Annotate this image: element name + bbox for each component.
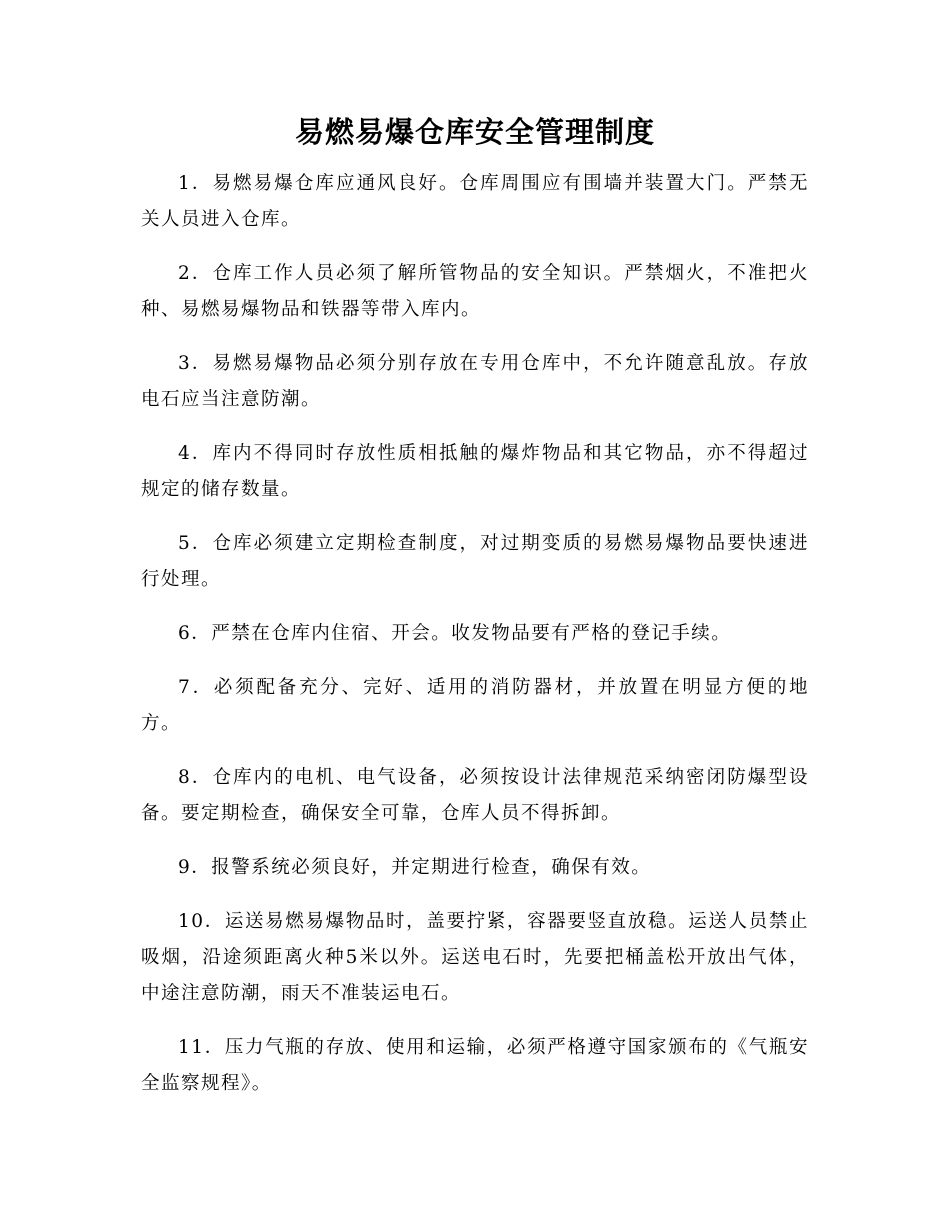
rule-paragraph-10: 10．运送易燃易爆物品时，盖要拧紧，容器要竖直放稳。运送人员禁止吸烟，沿途须距离火种5米以外。运送电石时，先要把桶盖松开放出气体，中途注意防潮，雨天不准装运电石。 [141,911,809,1004]
document-body [141,166,809,1120]
rule-paragraph-4: 4．库内不得同时存放性质相抵触的爆炸物品和其它物品，亦不得超过规定的储存数量。 [141,443,809,500]
rule-paragraph-7: 7．必须配备充分、完好、适用的消防器材，并放置在明显方便的地方。 [141,677,809,734]
rule-paragraph-3: 3．易燃易爆物品必须分别存放在专用仓库中，不允许随意乱放。存放电石应当注意防潮。 [141,353,809,410]
rule-paragraph-5: 5．仓库必须建立定期检查制度，对过期变质的易燃易爆物品要快速进行处理。 [141,533,809,590]
rule-paragraph-11: 11．压力气瓶的存放、使用和运输，必须严格遵守国家颁布的《气瓶安全监察规程》。 [141,1037,809,1094]
rule-paragraph-8: 8．仓库内的电机、电气设备，必须按设计法律规范采纳密闭防爆型设备。要定期检查，确保安全可靠，仓库人员不得拆卸。 [141,767,809,824]
rule-paragraph-6: 6．严禁在仓库内住宿、开会。收发物品要有严格的登记手续。 [178,623,732,644]
rule-paragraph-2: 2．仓库工作人员必须了解所管物品的安全知识。严禁烟火，不准把火种、易燃易爆物品和铁器等带入库内。 [141,263,809,320]
rule-paragraph-9: 9．报警系统必须良好，并定期进行检查，确保有效。 [178,857,652,878]
document-title: 易燃易爆仓库安全管理制度 [294,115,655,149]
rule-paragraph-1: 1．易燃易爆仓库应通风良好。仓库周围应有围墙并装置大门。严禁无关人员进入仓库。 [141,173,809,230]
